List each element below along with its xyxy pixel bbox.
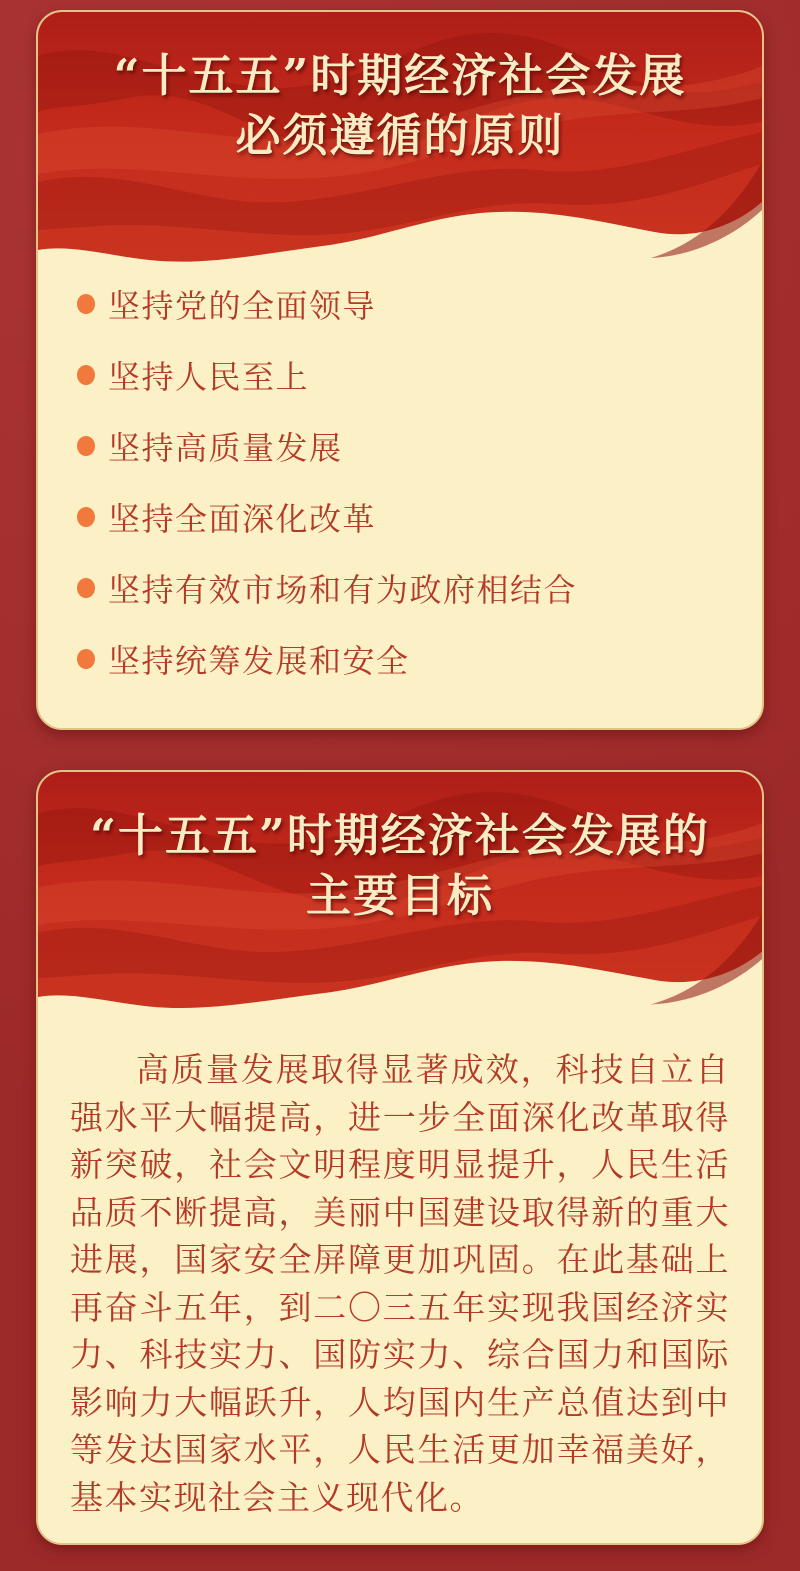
- goals-title-line1: “十五五”时期经济社会发展的: [90, 809, 710, 862]
- principles-title-line1: “十五五”时期经济社会发展: [113, 49, 687, 102]
- goals-title-line2: 主要目标: [305, 869, 494, 922]
- list-item: [77, 623, 732, 694]
- goals-flag-banner: [38, 772, 762, 1014]
- list-item: [77, 552, 732, 623]
- principle-label: 坚持人民至上: [108, 357, 310, 396]
- principle-label: 坚持高质量发展: [108, 428, 343, 467]
- principle-label: 坚持统筹发展和安全: [108, 641, 410, 680]
- principles-list: [38, 268, 762, 694]
- orange-dot-icon: [77, 436, 95, 456]
- principles-card: [36, 10, 764, 730]
- list-item: [77, 339, 732, 410]
- list-item: [77, 268, 732, 339]
- orange-dot-icon: [77, 365, 95, 385]
- principles-title-line2: 必须遵循的原则: [235, 109, 565, 162]
- orange-dot-icon: [77, 294, 95, 314]
- orange-dot-icon: [77, 578, 95, 598]
- goals-card-title: [38, 806, 762, 926]
- goals-paragraph: 高质量发展取得显著成效，科技自立自强水平大幅提高，进一步全面深化改革取得新突破，社会文明程度明显提升，人民生活品质不断提高，美丽中国建设取得新的重大进展，国家安全屏障更加巩固。在此基础上再奋斗五年，到二〇三五年实现我国经济实力、科技实力、国防实力、综合国力和国际影响力大幅跃升，人均国内生产总值达到中等发达国家水平，人民生活更加幸福美好，基本实现社会主义现代化。: [70, 1050, 730, 1517]
- goals-card: [36, 770, 764, 1545]
- principle-label: 坚持有效市场和有为政府相结合: [108, 570, 578, 609]
- orange-dot-icon: [77, 649, 95, 669]
- orange-dot-icon: [77, 507, 95, 527]
- list-item: [77, 410, 732, 481]
- principles-flag-banner: [38, 12, 762, 268]
- principles-card-title: [38, 46, 762, 166]
- principle-label: 坚持党的全面领导: [108, 286, 377, 325]
- principle-label: 坚持全面深化改革: [108, 499, 377, 538]
- list-item: [77, 481, 732, 552]
